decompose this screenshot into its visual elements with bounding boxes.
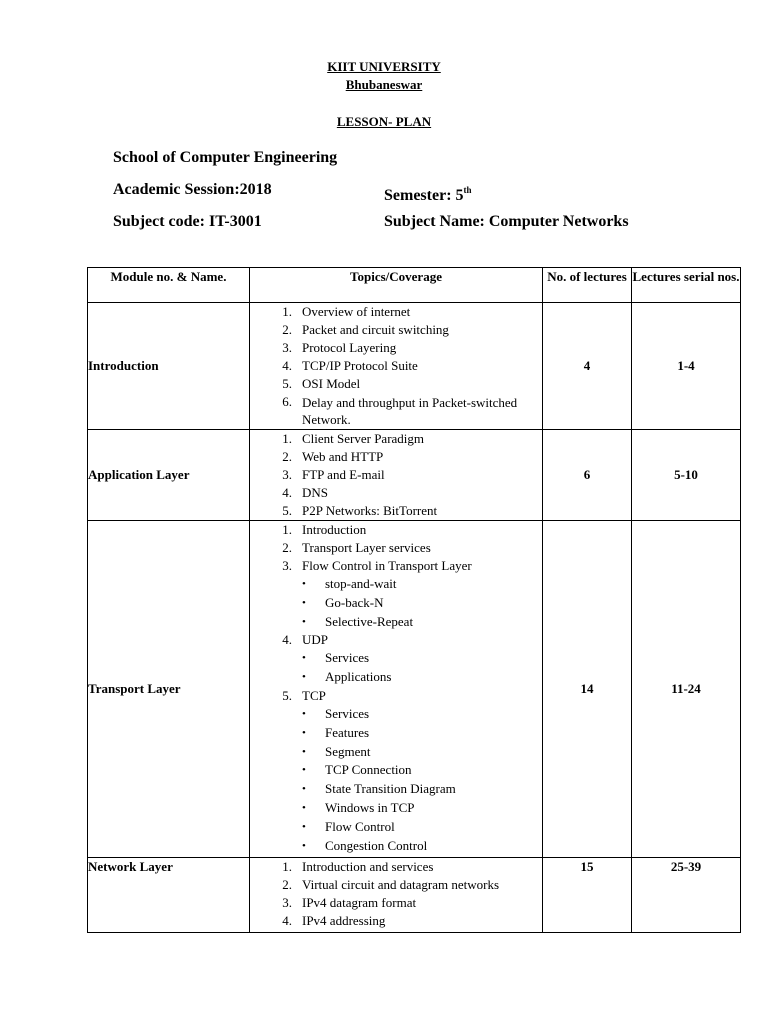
- subtopic-item: [250, 705, 542, 724]
- header-module: Module no. & Name.: [88, 268, 250, 303]
- bullet-icon: •: [302, 783, 306, 796]
- topic-number: 2.: [282, 322, 292, 337]
- bullet-icon: •: [302, 707, 306, 720]
- city-name: Bhubaneswar: [345, 77, 423, 92]
- table-row: [88, 858, 741, 933]
- topic-item: [250, 448, 542, 466]
- subtopic-text: Flow Control: [325, 818, 395, 834]
- topic-item: [250, 539, 542, 557]
- topic-number: 4.: [282, 358, 292, 373]
- topic-item: [250, 466, 542, 484]
- topic-item: [250, 484, 542, 502]
- subject-name: Subject Name: Computer Networks: [384, 213, 629, 230]
- subtopic-text: Features: [325, 724, 370, 740]
- subtopic-text: Services: [325, 705, 370, 721]
- topic-item: [250, 876, 542, 894]
- subtopic-text: State Transition Diagram: [325, 781, 456, 797]
- topic-item: [250, 521, 542, 539]
- bullet-icon: •: [302, 820, 306, 833]
- header-lectures: No. of lectures: [543, 268, 632, 303]
- topic-number: 4.: [282, 485, 292, 500]
- bullet-icon: •: [302, 801, 306, 814]
- topic-text: Delay and throughput in Packet-switched Network.: [302, 395, 518, 427]
- topic-number: 3.: [282, 340, 292, 355]
- lecture-serial: 11-24: [632, 521, 741, 858]
- subtopic-item: [250, 837, 542, 856]
- topic-text: Overview of internet: [302, 304, 411, 319]
- subtopic-text: Applications: [325, 669, 392, 685]
- topic-item: [250, 894, 542, 912]
- subtopic-text: TCP Connection: [325, 762, 412, 778]
- table-row: [88, 303, 741, 430]
- topics-cell: [250, 430, 543, 521]
- subtopic-item: [250, 575, 542, 594]
- topic-text: IPv4 addressing: [302, 913, 386, 928]
- lecture-serial: 5-10: [632, 430, 741, 521]
- topic-number: 3.: [282, 558, 292, 573]
- header-serial: Lectures serial nos.: [632, 268, 741, 303]
- topic-text: FTP and E-mail: [302, 467, 385, 482]
- lecture-count: 15: [543, 858, 632, 933]
- module-name: Application Layer: [88, 430, 250, 521]
- topic-number: 1.: [282, 522, 292, 537]
- university-name: KIIT UNIVERSITY: [327, 59, 441, 74]
- subtopic-text: stop-and-wait: [325, 576, 397, 591]
- subtopic-text: Windows in TCP: [325, 799, 415, 815]
- subtopic-text: Go-back-N: [325, 594, 384, 610]
- subtopic-text: Congestion Control: [325, 837, 428, 853]
- lesson-plan-table: [87, 267, 741, 933]
- lecture-serial: 1-4: [632, 303, 741, 430]
- subtopic-item: [250, 818, 542, 837]
- module-name: Introduction: [88, 303, 250, 430]
- lecture-serial: 25-39: [632, 858, 741, 933]
- bullet-icon: •: [302, 615, 306, 628]
- topic-number: 1.: [282, 431, 292, 446]
- topic-item: [250, 557, 542, 575]
- topic-item: [250, 357, 542, 375]
- module-name: Network Layer: [88, 858, 250, 933]
- topic-text: Introduction and services: [302, 859, 434, 874]
- semester: [384, 180, 472, 206]
- subtopic-text: Services: [325, 650, 370, 666]
- topic-text: Introduction: [302, 522, 367, 537]
- topic-item: [250, 631, 542, 649]
- topic-number: 3.: [282, 467, 292, 482]
- topics-cell: [250, 303, 543, 430]
- subtopic-item: [250, 724, 542, 743]
- topic-text: UDP: [302, 632, 329, 648]
- topic-text: TCP/IP Protocol Suite: [302, 358, 418, 373]
- bullet-icon: •: [302, 652, 306, 665]
- topics-cell: [250, 858, 543, 933]
- semester-suffix: th: [463, 185, 472, 195]
- table-header-row: [88, 268, 741, 303]
- subtopic-item: [250, 743, 542, 762]
- topic-item: [250, 430, 542, 448]
- lecture-count: 14: [543, 521, 632, 858]
- topic-text: DNS: [302, 485, 329, 500]
- bullet-icon: •: [302, 726, 306, 739]
- topic-number: 4.: [282, 632, 292, 648]
- subtopic-item: [250, 613, 542, 632]
- topic-text: IPv4 datagram format: [302, 895, 417, 910]
- topic-text: TCP: [302, 687, 326, 703]
- topic-item: [250, 339, 542, 357]
- bullet-icon: •: [302, 839, 306, 852]
- subtopic-item: [250, 780, 542, 799]
- topic-text: Packet and circuit switching: [302, 322, 449, 337]
- topic-text: Client Server Paradigm: [302, 431, 425, 446]
- topic-number: 3.: [282, 895, 292, 910]
- subtopic-item: [250, 761, 542, 780]
- subtopic-item: [250, 594, 542, 613]
- topic-item: [250, 393, 542, 429]
- academic-session: Academic Session:2018: [113, 181, 272, 198]
- topic-item: [250, 321, 542, 339]
- semester-label: Semester: 5: [384, 187, 464, 204]
- topic-item: [250, 502, 542, 520]
- subtopic-item: [250, 799, 542, 818]
- topic-item: [250, 912, 542, 930]
- topic-item: [250, 687, 542, 705]
- table-row: [88, 430, 741, 521]
- topic-text: OSI Model: [302, 376, 361, 391]
- topic-number: 5.: [282, 503, 292, 518]
- topic-text: Transport Layer services: [302, 540, 431, 555]
- document-title: LESSON- PLAN: [336, 114, 432, 129]
- topic-number: 6.: [282, 394, 292, 409]
- subtopic-item: [250, 668, 542, 687]
- topic-number: 4.: [282, 913, 292, 928]
- topic-number: 2.: [282, 449, 292, 464]
- topic-item: [250, 858, 542, 876]
- topic-text: P2P Networks: BitTorrent: [302, 503, 438, 518]
- topic-number: 2.: [282, 540, 292, 555]
- subtopic-item: [250, 649, 542, 668]
- header-topics: Topics/Coverage: [250, 268, 543, 303]
- subtopic-text: Selective-Repeat: [325, 613, 414, 629]
- bullet-icon: •: [302, 764, 306, 777]
- school-name: School of Computer Engineering: [113, 149, 338, 166]
- module-name: Transport Layer: [88, 521, 250, 858]
- subject-code: Subject code: IT-3001: [113, 213, 262, 230]
- topic-number: 1.: [282, 304, 292, 319]
- topic-number: 5.: [282, 687, 292, 703]
- topic-number: 1.: [282, 859, 292, 874]
- topic-number: 2.: [282, 877, 292, 892]
- bullet-icon: •: [302, 745, 306, 758]
- topic-text: Flow Control in Transport Layer: [302, 558, 472, 573]
- table-row: [88, 521, 741, 858]
- topic-item: [250, 375, 542, 393]
- topics-cell: [250, 521, 543, 858]
- topic-item: [250, 303, 542, 321]
- bullet-icon: •: [302, 596, 306, 609]
- topic-text: Virtual circuit and datagram networks: [302, 877, 500, 892]
- topic-text: Protocol Layering: [302, 340, 397, 355]
- bullet-icon: •: [302, 578, 306, 590]
- bullet-icon: •: [302, 671, 306, 684]
- subtopic-text: Segment: [325, 743, 371, 759]
- lecture-count: 6: [543, 430, 632, 521]
- topic-text: Web and HTTP: [302, 449, 384, 464]
- topic-number: 5.: [282, 376, 292, 391]
- lecture-count: 4: [543, 303, 632, 430]
